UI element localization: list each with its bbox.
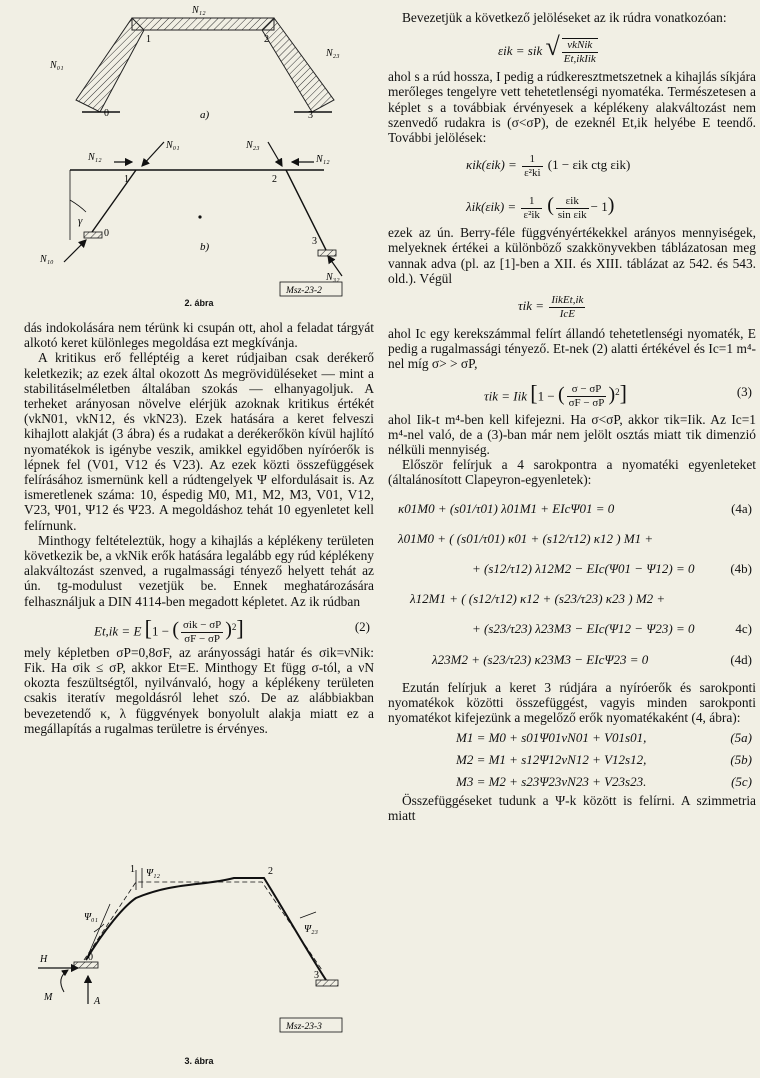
eq4b-line2: + (s12/τ12) λ12M2 − EIc(Ψ01 − Ψ12) = 0 <box>472 560 695 576</box>
fig3-label: 1 <box>130 864 135 875</box>
eq4b-line1: λ01M0 + ( (s01/τ01) κ01 + (s12/τ12) κ12 ) M1 + <box>398 530 654 546</box>
figure-2-caption: 2. ábra <box>184 298 214 308</box>
force-n01 <box>142 142 164 166</box>
fig2-stamp: Msz-23-2 <box>286 286 322 296</box>
eq2-lhs: Et,ik = E <box>94 623 142 639</box>
psi01-arc <box>94 924 104 932</box>
fig2-label: 1 <box>146 34 151 45</box>
member-0-1 <box>92 170 136 232</box>
eq-lambda-den: ε²ik <box>523 208 540 221</box>
equation-tau <box>388 286 756 326</box>
eq-lambda-tail: − 1 <box>590 199 608 215</box>
eq5c-number: (5c) <box>731 774 752 790</box>
moment-m <box>61 970 68 992</box>
fig2-label: γ <box>78 215 83 227</box>
eq5b-text: M2 = M1 + s12Ψ12νN12 + V12s12, <box>456 752 647 768</box>
fig2-label: N₀₁ <box>166 140 180 151</box>
right-paragraph-7: Ezután felírjuk a keret 3 rúdjára a nyíróerők és sarokponti nyomatékok közötti összefüggést, vagyis minden sarokponti nyomatékot kifejezünk a megelőző erők nyomatékaként (4, ábra): <box>388 679 756 726</box>
fig2-label: 3 <box>308 110 313 121</box>
equation-4b-line1 <box>388 524 756 554</box>
right-paragraph-4: ahol Ic egy kerekszámmal felírt állandó tehetetlenségi nyomaték, E pedig a rugalmassági tényező. Et-nek (2) alatti értékével és Ic=1 m⁴-nel míg σ> > σP, <box>388 326 756 372</box>
fig2-label: N₁₂ <box>316 154 330 165</box>
eq4d-text: λ23M2 + (s23/τ23) κ23M3 − EIcΨ23 = 0 <box>432 651 649 667</box>
equation-2: Et,ik = E [1 − ( $\frac{\text{σik − σP}}{\sigma F - \sigma P}$ )$^2$] (2) <box>24 609 374 645</box>
fig3-label: A <box>94 996 101 1007</box>
equation-5c <box>388 771 756 793</box>
eq-kappa-lhs: κik(εik) = <box>466 157 517 173</box>
fig2-label: 1 <box>124 174 129 185</box>
eq3-num: σ − σP <box>567 383 607 397</box>
equation-lambda: λik(εik) = $\frac{1}{\text{ε²ik}}$ ( $\frac{\text{εik}}{\text{sin εik}}$ − 1) <box>466 194 615 221</box>
fig2-label: N₃₂ <box>326 272 340 283</box>
eq5b-number: (5b) <box>730 752 752 768</box>
eq-kappa-rhs: (1 − εik ctg εik) <box>547 157 631 173</box>
fig2-label: N₁₂ <box>88 152 102 163</box>
equation-4c-line1 <box>388 584 756 614</box>
eq2-num: σik − σP <box>183 618 222 631</box>
fig3-label: M <box>44 992 53 1003</box>
eq-tau-den: IcE <box>559 307 575 320</box>
fig3-label: H <box>40 954 48 965</box>
eq5c-text: M3 = M2 + s23Ψ23νN23 + V23s23. <box>456 774 647 790</box>
eq3-den: σF − σP <box>568 397 605 410</box>
left-paragraph-4: mely képletben σP=0,8σF, az arányossági határ és σik=νNik: Fik. Ha σik ≤ σP, akkor Et=E. Minthogy Et függ σ-tól, a νN okozta feszültségtől, nyilvánvaló, hogy a képlékeny területen csakis iteratív megoldásról lehet szó. De az alábbiakban bevezetendő κ, λ függvények bonyolult alakja miatt ez a megállapítás a rugalmas területre is érvényes. <box>24 644 374 736</box>
eq-eps-lhs: εik = sik <box>498 43 543 59</box>
psi23-tick <box>300 912 316 918</box>
dot <box>198 215 201 218</box>
fig2-label: b) <box>200 241 210 253</box>
deformed-frame <box>86 878 326 980</box>
fig3-label: Ψ₂₃ <box>304 924 318 935</box>
fig2-label: 0 <box>104 108 109 119</box>
eq2-den: σF − σP <box>184 632 221 645</box>
eq4c-number: 4c) <box>735 620 752 636</box>
eq3-number: (3) <box>736 383 752 399</box>
figure-3-caption: 3. ábra <box>184 1056 214 1066</box>
fig3-label: Ψ₀₁ <box>84 912 98 923</box>
eq4d-number: (4d) <box>730 651 752 667</box>
fig2-label: N₂₃ <box>246 140 260 151</box>
force-n23 <box>268 142 282 166</box>
right-column <box>388 10 756 824</box>
figure-2 <box>24 0 374 302</box>
eq5a-text: M1 = M0 + s01Ψ01νN01 + V01s01, <box>456 730 647 746</box>
fig2-label: N₁₂ <box>192 5 206 16</box>
hatch-top-bar <box>132 18 274 30</box>
equation-kappa <box>388 145 756 185</box>
right-paragraph-5: ahol Iik-t m⁴-ben kell kifejezni. Ha σ<σP, akkor τik=Iik. Az Ic=1 m⁴-nel való, de a (3)-ban már nem jelölt osztás miatt τik dimenzió nélküli mennyiség. <box>388 411 756 458</box>
eq4a-number: (4a) <box>731 500 752 516</box>
eq-eps-den: Et,ikIik <box>563 53 596 66</box>
fig3-label: 2 <box>268 866 273 877</box>
eq2-number: (2) <box>354 618 370 634</box>
fig3-label: 3 <box>314 970 319 981</box>
fig2-label: 3 <box>312 236 317 247</box>
equation-4b-line2 <box>388 554 756 584</box>
undeformed-frame <box>84 882 322 970</box>
support-3 <box>318 250 336 256</box>
eq4a-text: κ01M0 + (s01/τ01) λ01M1 + EIcΨ01 = 0 <box>398 500 615 516</box>
equation-eps: εik = sik √ $\frac{\text{νkNik}}{\text{Et,ikIik}}$ <box>498 32 596 66</box>
equation-5b <box>388 749 756 771</box>
fig3-stamp: Msz-23-3 <box>286 1022 322 1032</box>
eq-lambda-in-den: sin εik <box>557 208 587 221</box>
equation-3: τik = Iik [1 − ( $\frac{\sigma - \sigma P}{\sigma F - \sigma P}$ )$^2$] (3) <box>388 372 756 412</box>
equation-4d <box>388 644 756 676</box>
equation-4c-line2 <box>388 614 756 644</box>
equation-4a <box>388 494 756 524</box>
fig2-label: 2 <box>272 174 277 185</box>
equation-5a <box>388 727 756 749</box>
eq-lambda-lhs: λik(εik) = <box>466 199 517 215</box>
hatch-right-leg <box>262 18 334 112</box>
left-paragraph-2: A kritikus erő felléptéig a keret rúdjaiban csak derékerő keletkezik; az ezek által okozott Δs megrövidüléseket — mint a stabilitáselméletben általában szokás — elhanyagoljuk. A terheket arányosan növelve elérjük azoknak kritikus értékét (νkN01, νkN12, és νkN23). Ezek hatására a keret felveszi kihajlott alakját (3 ábra) és a rudakat a derékerőkön kívül hajlító nyomatékok is igénybe veszik, amikkel egyidőben nyíróerők is lépnek fel (V01, V12 és V23). Az ezek közti összefüggések felírásához ismernünk kell a rúdtengelyek Ψ elfordulásait is. Az ismeretlenek száma: 10, éspedig M0, M1, M2, M3, V01, V12, V23, Ψ01, Ψ12 és Ψ23. A megoldáshoz tehát 10 egyenletet kell felírnunk. <box>24 350 374 533</box>
eq-lambda-in-num: εik <box>556 195 589 209</box>
fig3-label: 0 <box>88 952 93 963</box>
eq-kappa-den: ε²ki <box>524 166 541 179</box>
gamma-arc <box>70 200 86 212</box>
eq-tau-num: IikEt,ik <box>551 293 584 306</box>
eq3-lhs: τik = Iik <box>484 387 528 403</box>
eq4c-line1: λ12M1 + ( (s12/τ12) κ12 + (s23/τ23) κ23 ) M2 + <box>410 590 666 606</box>
right-paragraph-8: Összefüggéseket tudunk a Ψ-k között is felírni. A szimmetria miatt <box>388 793 756 824</box>
eq-tau-lhs: τik = <box>518 298 545 314</box>
figure-3 <box>24 860 374 1050</box>
eq5a-number: (5a) <box>730 730 752 746</box>
support-0 <box>84 232 102 238</box>
fig3-label: Ψ₁₂ <box>146 868 160 879</box>
support-0 <box>74 962 98 968</box>
right-paragraph-2: ahol s a rúd hossza, I pedig a rúdkeresztmetszetnek a kihajlás síkjára merőleges tengelyre vett tehetetlenségi nyomatéka. Természetesen a képlet s a továbbiak érvényesek a képlékeny alakváltozást nem szenvedő rudakra is (σ<σP), de ezeknél Et,ik helyébe E teendő. További jelölések: <box>388 69 756 146</box>
right-paragraph-6: Először felírjuk a 4 sarokpontra a nyomatéki egyenleteket (általánosított Clapeyron-egyenletek): <box>388 457 756 488</box>
hatch-left-leg <box>76 18 144 112</box>
eq4c-line2: + (s23/τ23) λ23M3 − EIc(Ψ12 − Ψ23) = 0 <box>472 620 695 636</box>
eq-kappa-num: 1 <box>522 153 542 167</box>
force-n10 <box>64 240 86 262</box>
eq-lambda-num: 1 <box>521 195 541 209</box>
member-2-3 <box>286 170 326 250</box>
support-3 <box>316 980 338 986</box>
left-paragraph-1: dás indokolására nem térünk ki csupán ott, ahol a feladat tárgyát alkotó keret különleges megoldása ezt megkívánja. <box>24 320 374 351</box>
left-paragraph-3: Minthogy feltételeztük, hogy a kihajlás a képlékeny területen következik be, a νkNik erők hatására legalább egy rúd képlékeny alakváltozást szenved, a rugalmassági tényező helyett tehát az ún. tg-modulust vezetjük be. Ennek meghatározására felhasználjuk a DIN 4114-ben megadott képletet. Az ik rúdban <box>24 532 374 609</box>
right-paragraph-1: Bevezetjük a következő jelöléseket az ik rúdra vonatkozóan: <box>402 10 727 25</box>
fig2-label: N₀₁ <box>50 60 64 71</box>
fig2-label: a) <box>200 109 210 121</box>
right-paragraph-3: ezek az ún. Berry-féle függvényértékekkel arányos mennyiségek, melyeknek értékei a különböző szakkönyvekben táblázatosan meg vannak adva (pl. az [1]-ben a XII. és XIII. táblázat az 542. és 543. old.). Végül <box>388 225 756 286</box>
fig2-label: 0 <box>104 228 109 239</box>
fig2-label: 2 <box>264 34 269 45</box>
fig2-label: N₂₃ <box>326 48 340 59</box>
eq-eps-num: νkNik <box>562 39 598 53</box>
eq4b-number: (4b) <box>730 560 752 576</box>
fig2-label: N₁₀ <box>40 254 54 265</box>
